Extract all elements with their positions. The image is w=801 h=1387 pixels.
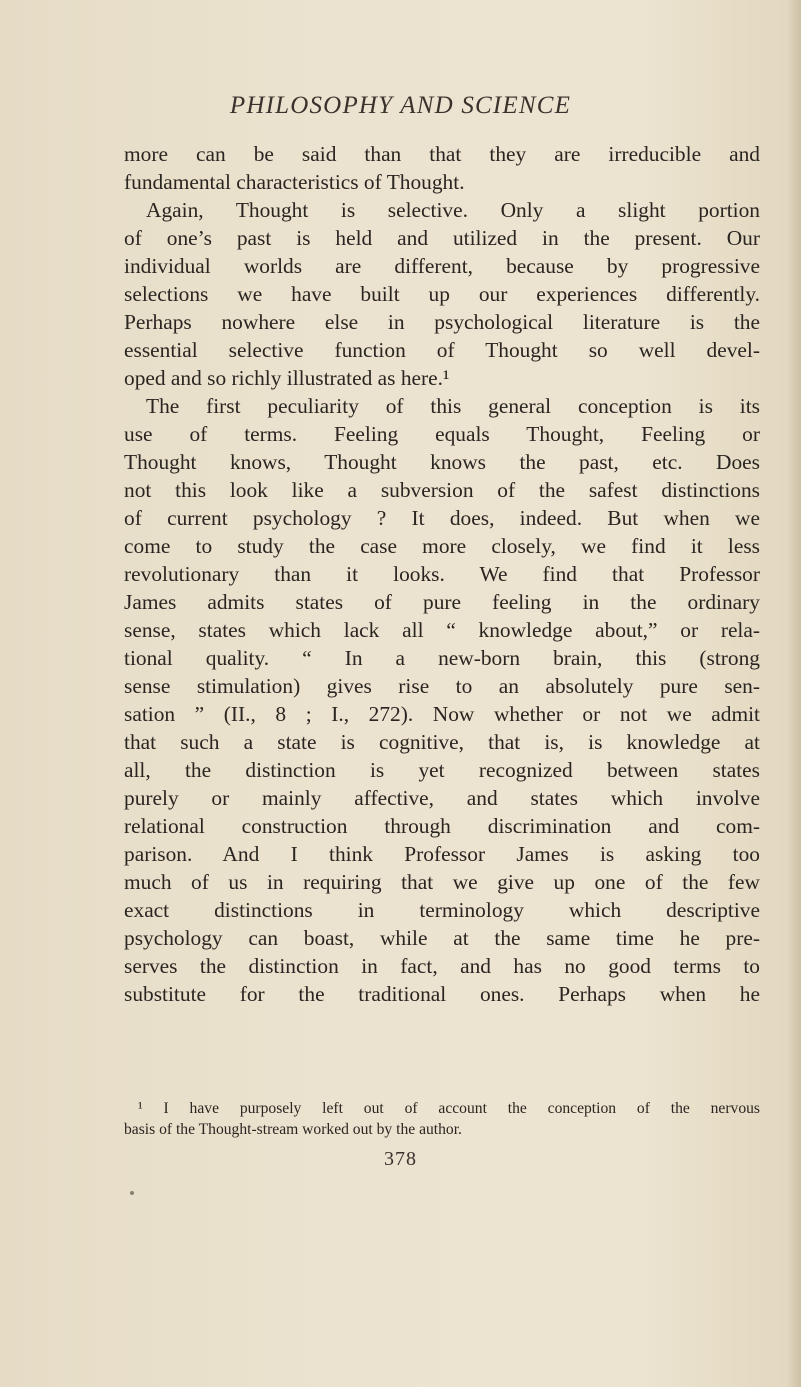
footnote <box>124 1098 760 1140</box>
text-line: essential selective function of Thought so well devel- <box>124 338 760 362</box>
text-line: sation ” (II., 8 ; I., 272). Now whether or not we admit <box>124 702 760 726</box>
text-line: come to study the case more closely, we find it less <box>124 534 760 558</box>
body-text <box>124 140 760 1008</box>
text-line: Again, Thought is selective. Only a slight portion <box>146 198 760 222</box>
text-line: oped and so richly illustrated as here.¹ <box>124 366 450 390</box>
text-line: revolutionary than it looks. We find that Professor <box>124 562 760 586</box>
running-head: PHILOSOPHY AND SCIENCE <box>229 92 572 119</box>
text-line: sense, states which lack all “ knowledge about,” or rela- <box>124 618 760 642</box>
text-line: selections we have built up our experiences differently. <box>124 282 760 306</box>
text-line: all, the distinction is yet recognized between states <box>124 758 760 782</box>
print-speck <box>130 1191 134 1195</box>
text-line: fundamental characteristics of Thought. <box>124 170 465 194</box>
text-line: that such a state is cognitive, that is, is knowledge at <box>124 730 760 754</box>
page-edge-shadow <box>787 0 801 1387</box>
text-line: substitute for the traditional ones. Perhaps when he <box>124 982 760 1006</box>
text-line: parison. And I think Professor James is asking too <box>124 842 760 866</box>
text-line: of current psychology ? It does, indeed. But when we <box>124 506 760 530</box>
text-line: individual worlds are different, because by progressive <box>124 254 760 278</box>
text-line: tional quality. “ In a new-born brain, this (strong <box>124 646 760 670</box>
text-line: of one’s past is held and utilized in the present. Our <box>124 226 760 250</box>
text-line: James admits states of pure feeling in the ordinary <box>124 590 760 614</box>
text-line: purely or mainly affective, and states which involve <box>124 786 760 810</box>
text-line: much of us in requiring that we give up one of the few <box>124 870 760 894</box>
text-line: more can be said than that they are irreducible and <box>124 142 760 166</box>
page-number: 378 <box>384 1148 417 1170</box>
text-line: psychology can boast, while at the same time he pre- <box>124 926 760 950</box>
text-line: The first peculiarity of this general conception is its <box>146 394 760 418</box>
footnote-line: basis of the Thought-stream worked out by the author. <box>124 1121 462 1138</box>
text-line: exact distinctions in terminology which descriptive <box>124 898 760 922</box>
footnote-line: ¹ I have purposely left out of account the conception of the nervous <box>138 1100 760 1117</box>
text-line: relational construction through discrimination and com- <box>124 814 760 838</box>
text-line: Perhaps nowhere else in psychological literature is the <box>124 310 760 334</box>
text-line: serves the distinction in fact, and has no good terms to <box>124 954 760 978</box>
text-line: sense stimulation) gives rise to an absolutely pure sen- <box>124 674 760 698</box>
text-line: use of terms. Feeling equals Thought, Feeling or <box>124 422 760 446</box>
text-line: Thought knows, Thought knows the past, etc. Does <box>124 450 760 474</box>
text-line: not this look like a subversion of the safest distinctions <box>124 478 760 502</box>
